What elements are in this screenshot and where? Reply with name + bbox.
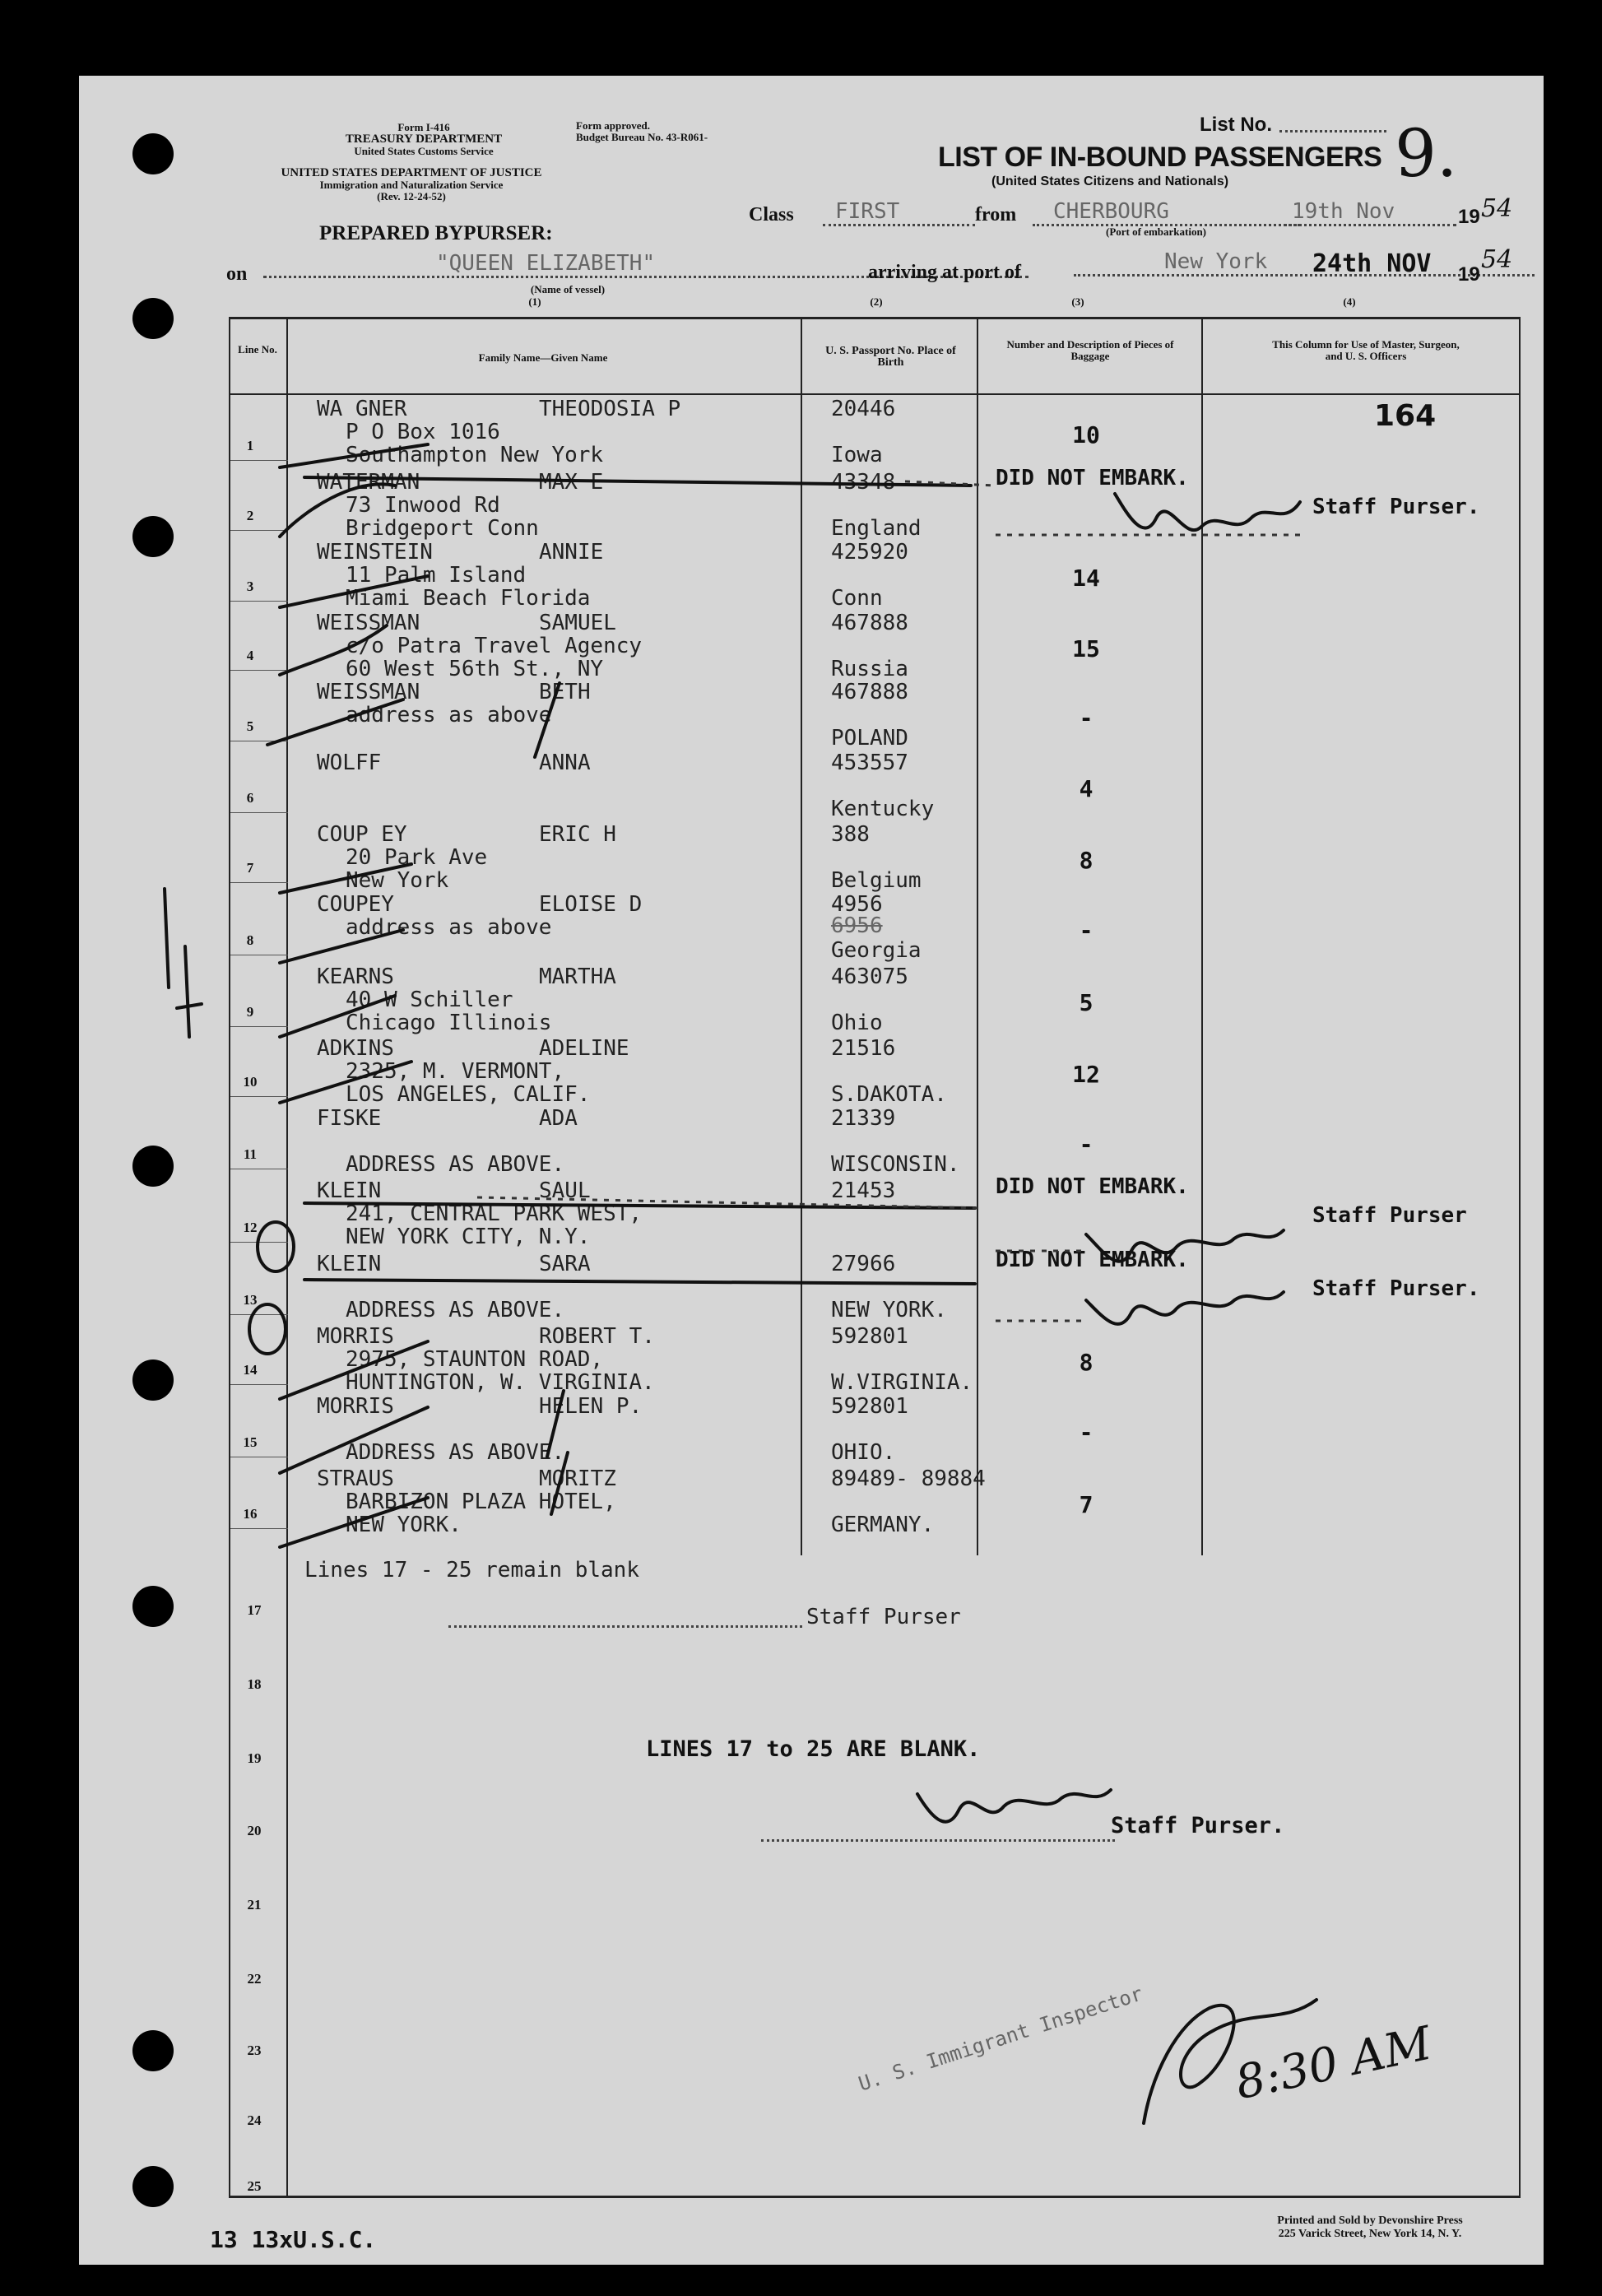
not-embarked-note: DID NOT EMBARK.: [996, 1248, 1189, 1272]
checkmark: [280, 625, 387, 675]
signature: [1086, 1230, 1284, 1262]
given-name: SAUL: [539, 1178, 591, 1203]
baggage-count: -: [1079, 1131, 1094, 1158]
blank-notice: LINES 17 to 25 ARE BLANK.: [646, 1736, 981, 1762]
family-name: ADKINS: [317, 1036, 394, 1061]
form-approved: Form approved.: [576, 119, 651, 132]
treasury-heading: TREASURY DEPARTMENT: [345, 132, 503, 146]
arriving-label: arriving at port of: [868, 262, 1021, 283]
address-line-1: 11 Palm Island: [346, 563, 527, 588]
address-line-1: address as above: [346, 915, 552, 940]
line-number: 18: [247, 1676, 262, 1692]
column-number-3: (3): [1071, 295, 1084, 308]
family-name: WOLFF: [317, 751, 382, 775]
address-line-2: NEW YORK CITY, N.Y.: [346, 1225, 591, 1249]
address-line-2: NEW YORK.: [346, 1513, 462, 1537]
place-of-birth: Iowa: [831, 443, 883, 467]
line-number: 12: [243, 1220, 258, 1235]
line17-purser: Staff Purser: [806, 1605, 961, 1629]
on-label: on: [226, 263, 248, 285]
column-number-1: (1): [528, 295, 541, 308]
signature: [1086, 1292, 1284, 1324]
line-number: 6: [246, 790, 254, 806]
place-of-birth: England: [831, 516, 922, 541]
printer-line-2: 225 Varick Street, New York 14, N. Y.: [1278, 2228, 1462, 2240]
ins-heading: Immigration and Naturalization Service: [319, 179, 504, 191]
col-header-officers: This Column for Use of Master, Surgeon, and U. S. Officers: [1272, 338, 1460, 362]
line-number: 19: [247, 1750, 262, 1766]
place-of-birth: S.DAKOTA.: [831, 1082, 947, 1107]
line-number: 16: [243, 1506, 258, 1522]
staff-purser-signature: Staff Purser.: [1312, 495, 1480, 519]
passport-number: 21516: [831, 1036, 896, 1061]
form-number: Form I-416: [397, 121, 450, 133]
line-number: 11: [243, 1146, 258, 1162]
family-name: WATERMAN: [317, 470, 420, 495]
address-line-1: c/o Patra Travel Agency: [346, 634, 643, 658]
col-header-baggage: Number and Description of Pieces of Baggage: [1006, 338, 1174, 362]
address-line-1: BARBIZON PLAZA HOTEL,: [346, 1490, 616, 1514]
given-name: BETH: [539, 680, 591, 704]
class-value: FIRST: [823, 199, 975, 226]
inspector-time: 8:30 AM: [1230, 2016, 1437, 2111]
given-name: ANNIE: [539, 540, 604, 565]
given-name: THEODOSIA P: [539, 397, 681, 421]
signature: [917, 1790, 1111, 1822]
address-line-2: Chicago Illinois: [346, 1011, 552, 1035]
strike-line: [304, 1203, 975, 1208]
place-of-birth: NEW YORK.: [831, 1298, 947, 1322]
circle-mark: [258, 1222, 294, 1271]
year-prefix-arrival: 19: [1458, 263, 1480, 286]
passport-number: 20446: [831, 397, 896, 421]
line-number: 1: [246, 438, 254, 453]
checkmark: [280, 864, 411, 893]
staff-purser-signature: Staff Purser.: [1312, 1276, 1480, 1301]
place-of-birth: W.VIRGINIA.: [831, 1370, 973, 1395]
line-number: 8: [246, 932, 254, 948]
passport-number: 89489- 89884: [831, 1466, 986, 1491]
place-of-birth: Ohio: [831, 1011, 883, 1035]
margin-mark: [165, 889, 202, 1037]
passport-struck: 6956: [831, 913, 883, 938]
given-name: ADELINE: [539, 1036, 629, 1061]
vessel-name: "QUEEN ELIZABETH": [263, 251, 1029, 278]
vessel-caption: (Name of vessel): [530, 283, 606, 295]
passport-number: 27966: [831, 1252, 896, 1276]
place-of-birth: GERMANY.: [831, 1513, 935, 1537]
address-line-1: 241, CENTRAL PARK WEST,: [346, 1201, 643, 1226]
address-line-2: Miami Beach Florida: [346, 586, 591, 611]
family-name: KLEIN: [317, 1252, 382, 1276]
checkmark: [280, 1341, 428, 1399]
address-line-2: Bridgeport Conn: [346, 516, 539, 541]
footer-code: 13 13xU.S.C.: [210, 2226, 377, 2253]
family-name: STRAUS: [317, 1466, 394, 1491]
from-value: CHERBOURG: [1033, 199, 1300, 226]
signature: [1115, 494, 1300, 530]
baggage-count: -: [1079, 704, 1094, 732]
family-name: KLEIN: [317, 1178, 382, 1203]
baggage-count: 7: [1079, 1491, 1094, 1518]
line-number: 25: [247, 2178, 262, 2194]
inspector-stamp: U. S. Immigrant Inspector: [856, 1982, 1146, 2096]
passport-number: 467888: [831, 611, 908, 635]
address-line-1: 20 Park Ave: [346, 845, 488, 870]
line-number: 24: [247, 2112, 262, 2128]
address-line-1: 2325, M. VERMONT,: [346, 1059, 565, 1084]
strike-slash: [535, 683, 560, 757]
col-header-line-no: Line No.: [238, 343, 277, 356]
line20-purser: Staff Purser.: [1111, 1813, 1285, 1838]
prepared-by: PREPARED BYPURSER:: [319, 222, 553, 244]
passport-number: 592801: [831, 1324, 908, 1349]
form-subtitle: (United States Citizens and Nationals): [991, 174, 1229, 188]
family-name: COUPEY: [317, 892, 394, 917]
not-embarked-note: DID NOT EMBARK.: [996, 1174, 1189, 1199]
address-line-2: ADDRESS AS ABOVE.: [346, 1152, 565, 1177]
family-name: WA GNER: [317, 397, 407, 421]
family-name: FISKE: [317, 1106, 382, 1131]
customs-heading: United States Customs Service: [354, 145, 494, 157]
strike-line: [304, 1280, 975, 1284]
line-number: 13: [243, 1292, 258, 1308]
baggage-count: 14: [1072, 565, 1100, 592]
passport-number: 592801: [831, 1394, 908, 1419]
given-name: ADA: [539, 1106, 578, 1131]
given-name: SARA: [539, 1252, 591, 1276]
address-line-2: ADDRESS AS ABOVE.: [346, 1298, 565, 1322]
checkmark: [280, 1407, 428, 1473]
officer-mark: 164: [1374, 399, 1437, 433]
line-number: 3: [246, 579, 254, 594]
column-number-2: (2): [870, 295, 883, 308]
address-line-1: 73 Inwood Rd: [346, 493, 500, 518]
line-number: 15: [243, 1434, 258, 1450]
place-of-birth: POLAND: [831, 726, 908, 751]
baggage-count: 4: [1079, 775, 1094, 802]
checkmark: [280, 1498, 428, 1547]
family-name: COUP EY: [317, 822, 407, 847]
passport-number: 21339: [831, 1106, 896, 1131]
line-number: 4: [246, 648, 254, 663]
line-number: 22: [247, 1971, 262, 1987]
place-of-birth: WISCONSIN.: [831, 1152, 960, 1177]
address-line-1: P O Box 1016: [346, 420, 500, 444]
checkmark: [280, 996, 395, 1037]
strike-line: [304, 477, 971, 486]
address-line-2: 60 West 56th St., NY: [346, 657, 604, 681]
family-name: MORRIS: [317, 1324, 394, 1349]
passport-number: 453557: [831, 751, 908, 775]
checkmark: [280, 1062, 411, 1103]
family-name: MORRIS: [317, 1394, 394, 1419]
baggage-count: 12: [1072, 1061, 1100, 1088]
place-of-birth: Kentucky: [831, 797, 935, 821]
address-line-2: HUNTINGTON, W. VIRGINIA.: [346, 1370, 655, 1395]
line-number: 7: [246, 860, 254, 876]
line-number: 5: [246, 718, 254, 734]
signature: [1144, 2000, 1316, 2123]
line-number: 21: [247, 1897, 262, 1913]
not-embarked-note: DID NOT EMBARK.: [996, 466, 1189, 490]
circle-mark: [249, 1304, 286, 1354]
given-name: MORITZ: [539, 1466, 616, 1491]
passport-number: 4956: [831, 892, 883, 917]
staff-purser-signature: Staff Purser: [1312, 1203, 1467, 1228]
form-title: LIST OF IN-BOUND PASSENGERS: [938, 142, 1382, 173]
strike-slash: [551, 1452, 568, 1514]
given-name: ANNA: [539, 751, 591, 775]
family-name: KEARNS: [317, 964, 394, 989]
address-line-2: LOS ANGELES, CALIF.: [346, 1082, 591, 1107]
passport-number: 425920: [831, 540, 908, 565]
column-number-4: (4): [1343, 295, 1356, 308]
family-name: WEISSMAN: [317, 611, 420, 635]
printer-line-1: Printed and Sold by Devonshire Press: [1277, 2215, 1463, 2227]
place-of-birth: Conn: [831, 586, 883, 611]
family-name: WEISSMAN: [317, 680, 420, 704]
given-name: MAX E: [539, 470, 604, 495]
address-line-2: Southampton New York: [346, 443, 604, 467]
given-name: HELEN P.: [539, 1394, 643, 1419]
passport-number: 388: [831, 822, 870, 847]
class-label: Class: [749, 204, 794, 225]
family-name: WEINSTEIN: [317, 540, 433, 565]
address-line-2: New York: [346, 868, 449, 893]
port-embark-caption: (Port of embarkation): [1105, 225, 1207, 238]
strike-slash: [547, 1391, 564, 1457]
arrival-year: 54: [1481, 245, 1513, 274]
baggage-count: 5: [1079, 989, 1094, 1016]
arrival-date: 24th NOV: [1312, 249, 1432, 278]
address-line-1: 2975, STAUNTON ROAD,: [346, 1347, 604, 1372]
justice-heading: UNITED STATES DEPARTMENT OF JUSTICE: [281, 166, 542, 179]
list-no-label: List No.: [1200, 114, 1272, 136]
baggage-count: -: [1079, 1419, 1094, 1446]
blank-note: Lines 17 - 25 remain blank: [304, 1558, 639, 1583]
embark-date: 19th Nov: [1284, 199, 1456, 226]
given-name: SAMUEL: [539, 611, 616, 635]
baggage-count: -: [1079, 917, 1094, 944]
place-of-birth: Belgium: [831, 868, 922, 893]
given-name: ELOISE D: [539, 892, 643, 917]
col-header-name: Family Name—Given Name: [478, 351, 608, 364]
embark-year: 54: [1481, 194, 1513, 223]
list-number: 9.: [1395, 115, 1458, 192]
checkmark: [280, 484, 395, 537]
checkmark: [280, 576, 428, 607]
line-number: 14: [243, 1362, 258, 1378]
baggage-count: 8: [1079, 847, 1094, 874]
revision-note: (Rev. 12-24-52): [377, 190, 446, 202]
baggage-count: 8: [1079, 1349, 1094, 1376]
line-number: 9: [246, 1004, 254, 1020]
address-line-2: ADDRESS AS ABOVE.: [346, 1440, 565, 1465]
passport-number: 467888: [831, 680, 908, 704]
checkmark: [280, 444, 428, 467]
given-name: MARTHA: [539, 964, 616, 989]
passport-number: 463075: [831, 964, 908, 989]
line-number: 17: [247, 1602, 262, 1618]
passport-number: 21453: [831, 1178, 896, 1203]
place-of-birth: OHIO.: [831, 1440, 896, 1465]
address-line-1: address as above: [346, 703, 552, 727]
budget-bureau: Budget Bureau No. 43-R061-: [576, 131, 708, 143]
line-number: 20: [247, 1823, 262, 1838]
place-of-birth: Georgia: [831, 938, 922, 963]
given-name: ROBERT T.: [539, 1324, 655, 1349]
from-label: from: [975, 204, 1017, 225]
baggage-count: 15: [1072, 635, 1100, 662]
checkmark: [280, 930, 403, 963]
col-header-passport: U. S. Passport No. Place of Birth: [825, 345, 956, 369]
year-prefix: 19: [1458, 206, 1480, 228]
baggage-count: 10: [1072, 421, 1100, 449]
checkmark: [267, 699, 403, 745]
line-number: 23: [247, 2043, 262, 2058]
passport-number: 43348: [831, 470, 896, 495]
line-number: 2: [246, 508, 254, 523]
arrival-port: New York: [1074, 249, 1535, 277]
line-number: 10: [243, 1074, 258, 1090]
address-line-1: 40 W Schiller: [346, 988, 513, 1012]
given-name: ERIC H: [539, 822, 616, 847]
place-of-birth: Russia: [831, 657, 908, 681]
